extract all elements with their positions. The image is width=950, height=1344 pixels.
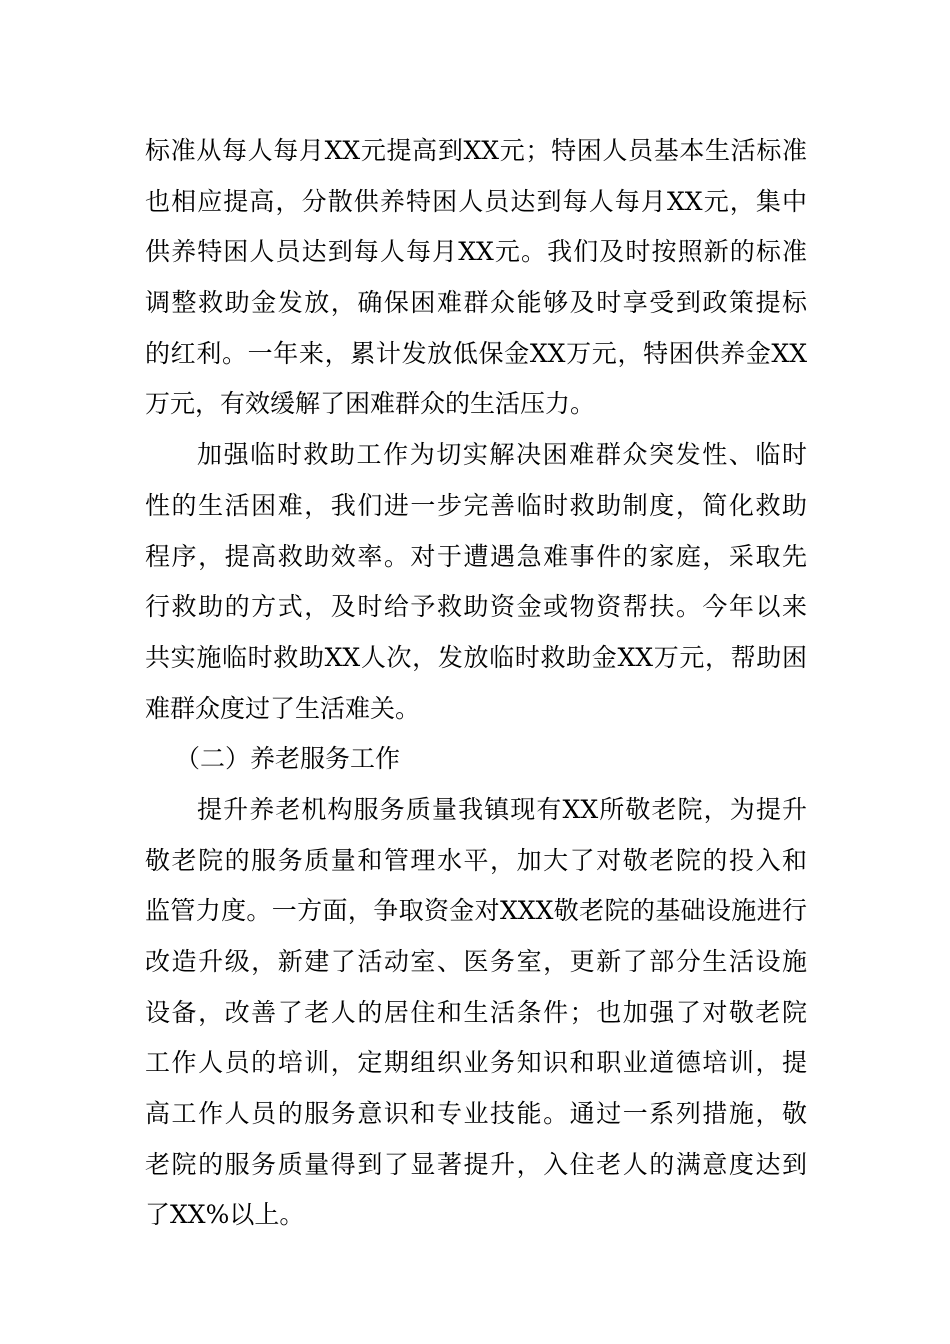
text-line: 敬老院的服务质量和管理水平，加大了对敬老院的投入和 bbox=[145, 845, 807, 875]
text-line: 调整救助金发放，确保困难群众能够及时享受到政策提标 bbox=[145, 288, 807, 318]
text-line: 改造升级，新建了活动室、医务室，更新了部分生活设施 bbox=[145, 947, 807, 976]
text-line: 行救助的方式，及时给予救助资金或物资帮扶。今年以来 bbox=[145, 592, 807, 622]
document-page bbox=[145, 126, 807, 1241]
text-line: 的红利。一年来，累计发放低保金XX万元，特困供养金XX bbox=[145, 338, 807, 368]
text-line: 提升养老机构服务质量我镇现有XX所敬老院，为提升 bbox=[197, 794, 807, 824]
text-line: 共实施临时救助XX人次，发放临时救助金XX万元，帮助困 bbox=[145, 642, 807, 672]
text-line: 高工作人员的服务意识和专业技能。通过一系列措施，敬 bbox=[145, 1099, 807, 1129]
section-heading-elderly-care bbox=[145, 734, 807, 785]
text-line: 了XX%以上。 bbox=[145, 1200, 305, 1230]
paragraph-nursing-home-quality bbox=[145, 785, 807, 1241]
text-line: 也相应提高，分散供养特困人员达到每人每月XX元，集中 bbox=[145, 186, 807, 216]
paragraph-temporary-assistance bbox=[145, 430, 807, 734]
text-line: 性的生活困难，我们进一步完善临时救助制度，简化救助 bbox=[145, 490, 807, 520]
text-line: 供养特困人员达到每人每月XX元。我们及时按照新的标准 bbox=[145, 237, 807, 267]
text-line: 万元，有效缓解了困难群众的生活压力。 bbox=[145, 389, 596, 419]
paragraph-low-income-standards bbox=[145, 126, 807, 430]
text-line: 加强临时救助工作为切实解决困难群众突发性、临时 bbox=[197, 440, 807, 470]
text-line: 老院的服务质量得到了显著提升，入住老人的满意度达到 bbox=[145, 1149, 807, 1179]
text-line: 工作人员的培训，定期组织业务知识和职业道德培训，提 bbox=[145, 1048, 807, 1078]
text-line: 设备，改善了老人的居住和生活条件；也加强了对敬老院 bbox=[145, 997, 807, 1027]
text-line: 难群众度过了生活难关。 bbox=[145, 693, 421, 723]
text-line: 标准从每人每月XX元提高到XX元；特困人员基本生活标准 bbox=[145, 136, 807, 165]
section-heading: （二）养老服务工作 bbox=[175, 744, 401, 774]
text-line: 程序，提高救助效率。对于遭遇急难事件的家庭，采取先 bbox=[145, 541, 807, 571]
text-line: 监管力度。一方面，争取资金对XXX敬老院的基础设施进行 bbox=[145, 896, 807, 926]
